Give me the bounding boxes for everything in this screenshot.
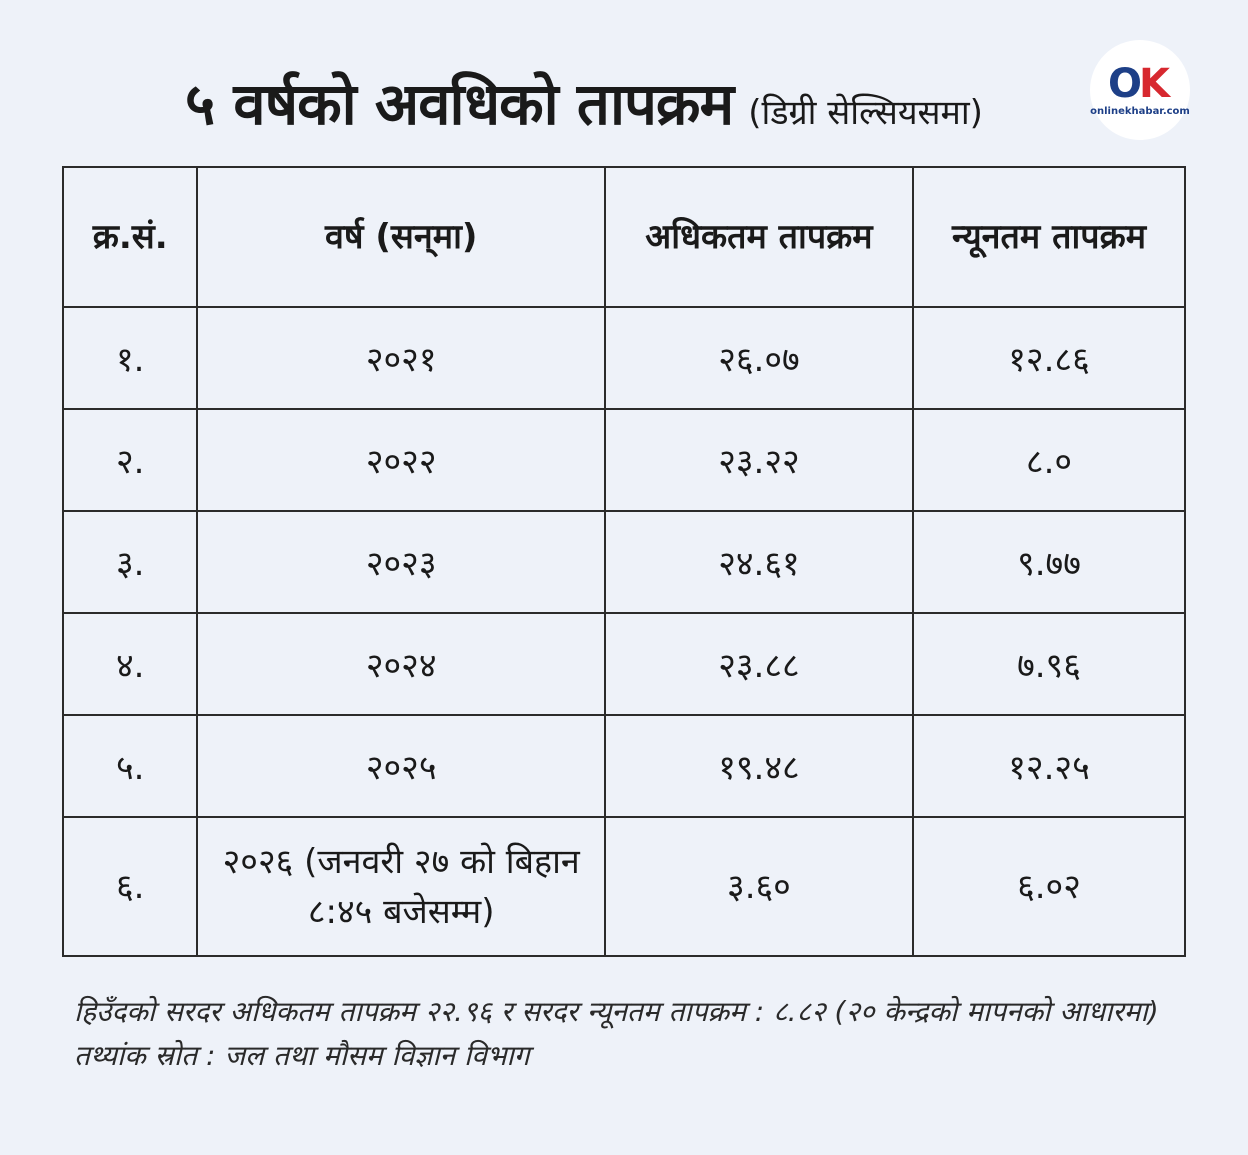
title-main: ५ वर्षको अवधिको तापक्रम <box>185 70 734 138</box>
table-row <box>63 817 1185 956</box>
average-note: हिउँदको सरदर अधिकतम तापक्रम २२.९६ र सरदर न्यूनतम तापक्रम : ८.८२ (२० केन्द्रको मापनको आधारमा) <box>74 995 1159 1028</box>
cell-min-temp: १२.२५ <box>913 715 1185 817</box>
table-row <box>63 409 1185 511</box>
cell-min-temp: ८.० <box>913 409 1185 511</box>
table-header-row <box>63 167 1185 307</box>
logo-mark-k: K <box>1139 61 1168 107</box>
cell-year: २०२३ <box>197 511 604 613</box>
table-row <box>63 715 1185 817</box>
cell-serial: १. <box>63 307 197 409</box>
cell-serial: ३. <box>63 511 197 613</box>
header-serial: क्र.सं. <box>63 167 197 307</box>
title-unit: (डिग्री सेल्सियसमा) <box>748 93 983 133</box>
logo-mark-o: O <box>1108 61 1140 107</box>
page-title <box>185 62 983 141</box>
cell-serial: ४. <box>63 613 197 715</box>
table-row <box>63 511 1185 613</box>
header-max-temp: अधिकतम तापक्रम <box>605 167 913 307</box>
cell-max-temp: २३.८८ <box>605 613 913 715</box>
cell-min-temp: ९.७७ <box>913 511 1185 613</box>
cell-serial: ५. <box>63 715 197 817</box>
footnotes <box>74 990 1174 1078</box>
cell-min-temp: ६.०२ <box>913 817 1185 956</box>
cell-min-temp: १२.८६ <box>913 307 1185 409</box>
cell-year: २०२१ <box>197 307 604 409</box>
logo-mark <box>1108 61 1168 107</box>
cell-year: २०२४ <box>197 613 604 715</box>
onlinekhabar-logo <box>1090 40 1190 140</box>
cell-year: २०२५ <box>197 715 604 817</box>
table-row <box>63 613 1185 715</box>
cell-year: २०२२ <box>197 409 604 511</box>
cell-serial: ६. <box>63 817 197 956</box>
cell-serial: २. <box>63 409 197 511</box>
logo-text: onlinekhabar.com <box>1090 106 1190 117</box>
cell-max-temp: २४.६१ <box>605 511 913 613</box>
cell-year: २०२६ (जनवरी २७ को बिहान ८:४५ बजेसम्म) <box>197 817 604 956</box>
header-year: वर्ष (सन्‌मा) <box>197 167 604 307</box>
source-note: तथ्यांक स्रोत : जल तथा मौसम विज्ञान विभाग <box>74 1039 530 1072</box>
cell-max-temp: २३.२२ <box>605 409 913 511</box>
cell-min-temp: ७.९६ <box>913 613 1185 715</box>
table-row <box>63 307 1185 409</box>
cell-max-temp: २६.०७ <box>605 307 913 409</box>
cell-max-temp: ३.६० <box>605 817 913 956</box>
header-min-temp: न्यूनतम तापक्रम <box>913 167 1185 307</box>
temperature-table <box>62 166 1186 957</box>
cell-max-temp: १९.४८ <box>605 715 913 817</box>
